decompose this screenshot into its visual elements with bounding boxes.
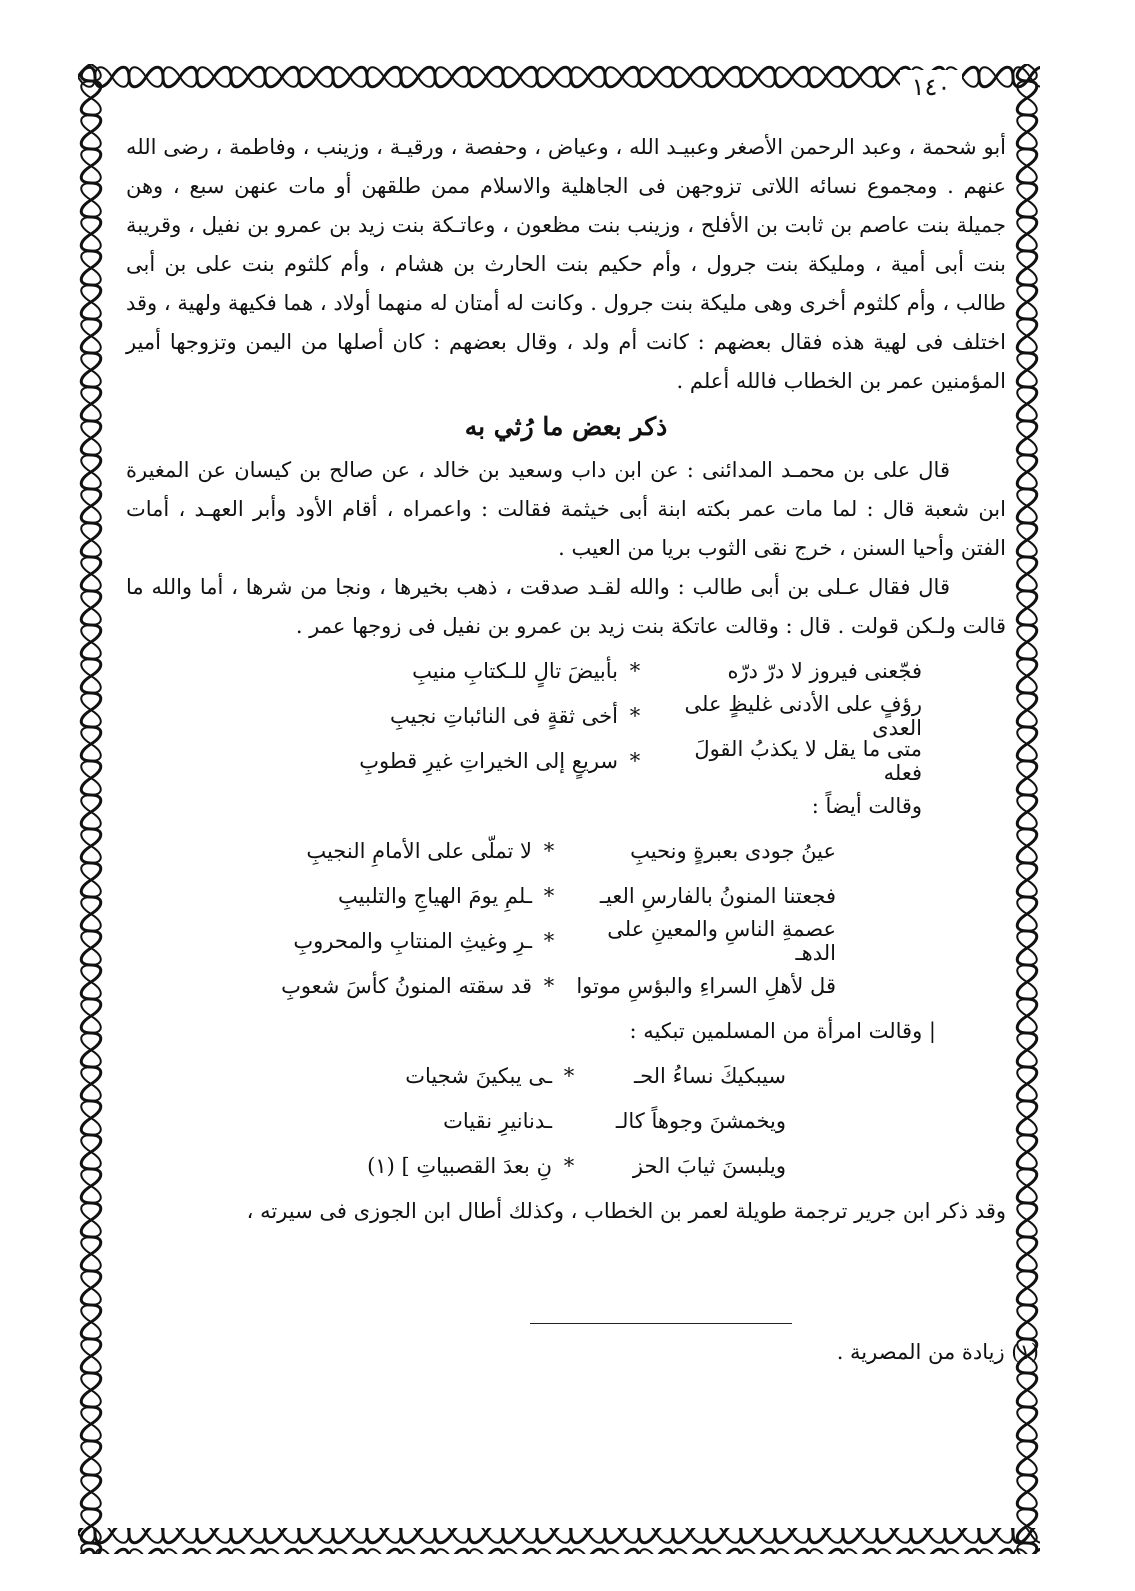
verse-first-hemistich: عينُ جودى بعبرةٍ ونحيبِ bbox=[630, 838, 836, 863]
verse-first-hemistich: رؤفٍ على الأدنى غليظٍ على العدى bbox=[684, 691, 922, 740]
poem-muslim-woman bbox=[126, 1053, 1006, 1188]
intro-line-3: | وقالت امرأة من المسلمين تبكيه : bbox=[629, 1019, 936, 1043]
poem-verse bbox=[126, 648, 1006, 693]
poem-verse bbox=[126, 963, 1006, 1008]
verse-second-hemistich: ـرِ وغيثِ المنتابِ والمحروبِ bbox=[293, 928, 532, 953]
verse-separator: * bbox=[563, 1063, 575, 1088]
footnote: (١) زيادة من المصرية . bbox=[836, 1340, 1039, 1364]
verse-second-hemistich: ـى يبكينَ شجيات bbox=[405, 1063, 552, 1088]
poem-verse bbox=[126, 693, 1006, 738]
verse-first-hemistich: متى ما يقل لا يكذبُ القولَ فعله bbox=[694, 736, 922, 785]
paragraph-ibn-jarir: وقد ذكر ابن جرير ترجمة طويلة لعمر بن الخطاب ، وكذلك أطال ابن الجوزى فى سيرته ، bbox=[246, 1199, 1006, 1223]
poem-verse bbox=[126, 1143, 1006, 1188]
verse-second-hemistich: قد سقته المنونُ كأسَ شعوبِ bbox=[281, 973, 532, 998]
poem-verse bbox=[126, 828, 1006, 873]
verse-second-hemistich: سريعٍ إلى الخيراتِ غيرِ قطوبِ bbox=[359, 748, 618, 773]
verse-second-hemistich: نِ بعدَ القصبياتِ ] (١) bbox=[367, 1153, 552, 1178]
paragraph-madaini: قال على بن محمـد المدائنى : عن ابن داب وسعيد بن خالد ، عن صالح بن كيسان عن المغيرة ابن شعبة قال : لما مات عمر بكته ابنة أبى خيثمة فقالت : واعمراه ، أقام الأود وأبر العهـد ، أمات الفتن وأحيا السنن ، خرج نقى الثوب بريا من العيب . bbox=[126, 458, 1006, 560]
poem-verse bbox=[126, 1053, 1006, 1098]
verse-separator bbox=[552, 1109, 586, 1133]
paragraph-family: أبو شحمة ، وعبد الرحمن الأصغر وعبيـد الله ، وعياض ، وحفصة ، ورقيـة ، وزينب ، وفاطمة ، رضى الله عنهم . ومجموع نسائه اللاتى تزوجهن فى الجاهلية والاسلام ممن طلقهن أو مات عنهن سبع ، وهن جميلة بنت عاصم بن ثابت بن الأفلح ، وزينب بنت مظعون ، وعاتـكة بنت زيد بن عمرو بن نفيل ، وقريبة بنت أبى أمية ، ومليكة بنت جرول ، وأم حكيم بنت الحارث بن هشام ، وأم كلثوم بنت على بن أبى طالب ، وأم كلثوم أخرى وهى مليكة بنت جرول . وكانت له أمتان له منهما أولاد ، هما فكيهة ولهية ، وقد اختلف فى لهية هذه فقال بعضهم : كانت أم ولد ، وقال بعضهم : كان أصلها من اليمن وتزوجها أمير المؤمنين عمر بن الخطاب فالله أعلم . bbox=[126, 135, 1006, 393]
verse-first-hemistich: ويلبسنَ ثيابَ الحز bbox=[632, 1153, 786, 1178]
verse-separator: * bbox=[543, 838, 555, 863]
poem-atika-second bbox=[126, 828, 1006, 1008]
verse-second-hemistich: ـدنانيرِ نقيات bbox=[443, 1108, 552, 1133]
verse-first-hemistich: ويخمشنَ وجوهاً كالـ bbox=[615, 1108, 786, 1133]
section-heading: ذكر بعض ما رُثي به bbox=[464, 412, 668, 441]
verse-second-hemistich: لا تملّى على الأمامِ النجيبِ bbox=[306, 838, 532, 863]
verse-first-hemistich: فجعتنا المنونُ بالفارسِ العيـ bbox=[599, 883, 836, 908]
poem-verse bbox=[126, 873, 1006, 918]
poem-atika bbox=[126, 648, 1006, 783]
verse-separator: * bbox=[543, 973, 555, 998]
verse-first-hemistich: سيبكيكَ نساءُ الحـ bbox=[633, 1063, 786, 1088]
footnote-divider bbox=[530, 1323, 792, 1324]
verse-first-hemistich: قل لأهلِ السراءِ والبؤسِ موتوا bbox=[576, 973, 836, 998]
verse-separator: * bbox=[543, 883, 555, 908]
poem-verse bbox=[126, 1098, 1006, 1143]
verse-separator: * bbox=[563, 1153, 575, 1178]
page-body bbox=[126, 128, 1006, 1231]
verse-second-hemistich: ـلمِ يومَ الهياجِ والتلبيبِ bbox=[338, 883, 532, 908]
poem-verse bbox=[126, 738, 1006, 783]
verse-separator: * bbox=[629, 703, 641, 728]
verse-first-hemistich: عصمةِ الناسِ والمعينِ على الدهـ bbox=[607, 916, 836, 965]
page-number: ١٤٠ bbox=[900, 70, 962, 104]
verse-separator: * bbox=[629, 658, 641, 683]
intro-line-2: وقالت أيضاً : bbox=[811, 794, 922, 818]
verse-second-hemistich: أخى ثقةٍ فى النائباتِ نجيبِ bbox=[390, 703, 618, 728]
verse-separator: * bbox=[543, 928, 555, 953]
verse-separator: * bbox=[629, 748, 641, 773]
verse-first-hemistich: فجّعنى فيروز لا درّ درّه bbox=[727, 658, 922, 683]
poem-verse bbox=[126, 918, 1006, 963]
paragraph-ali: قال فقال عـلى بن أبى طالب : والله لقـد صدقت ، ذهب بخيرها ، ونجا من شرها ، أما والله ما قالت ولـكن قولت . قال : وقالت عاتكة بنت زيد بن عمرو بن نفيل فى زوجها عمر . bbox=[126, 575, 1006, 638]
verse-second-hemistich: بأبيضَ تالٍ للـكتابِ منيبِ bbox=[412, 658, 618, 683]
